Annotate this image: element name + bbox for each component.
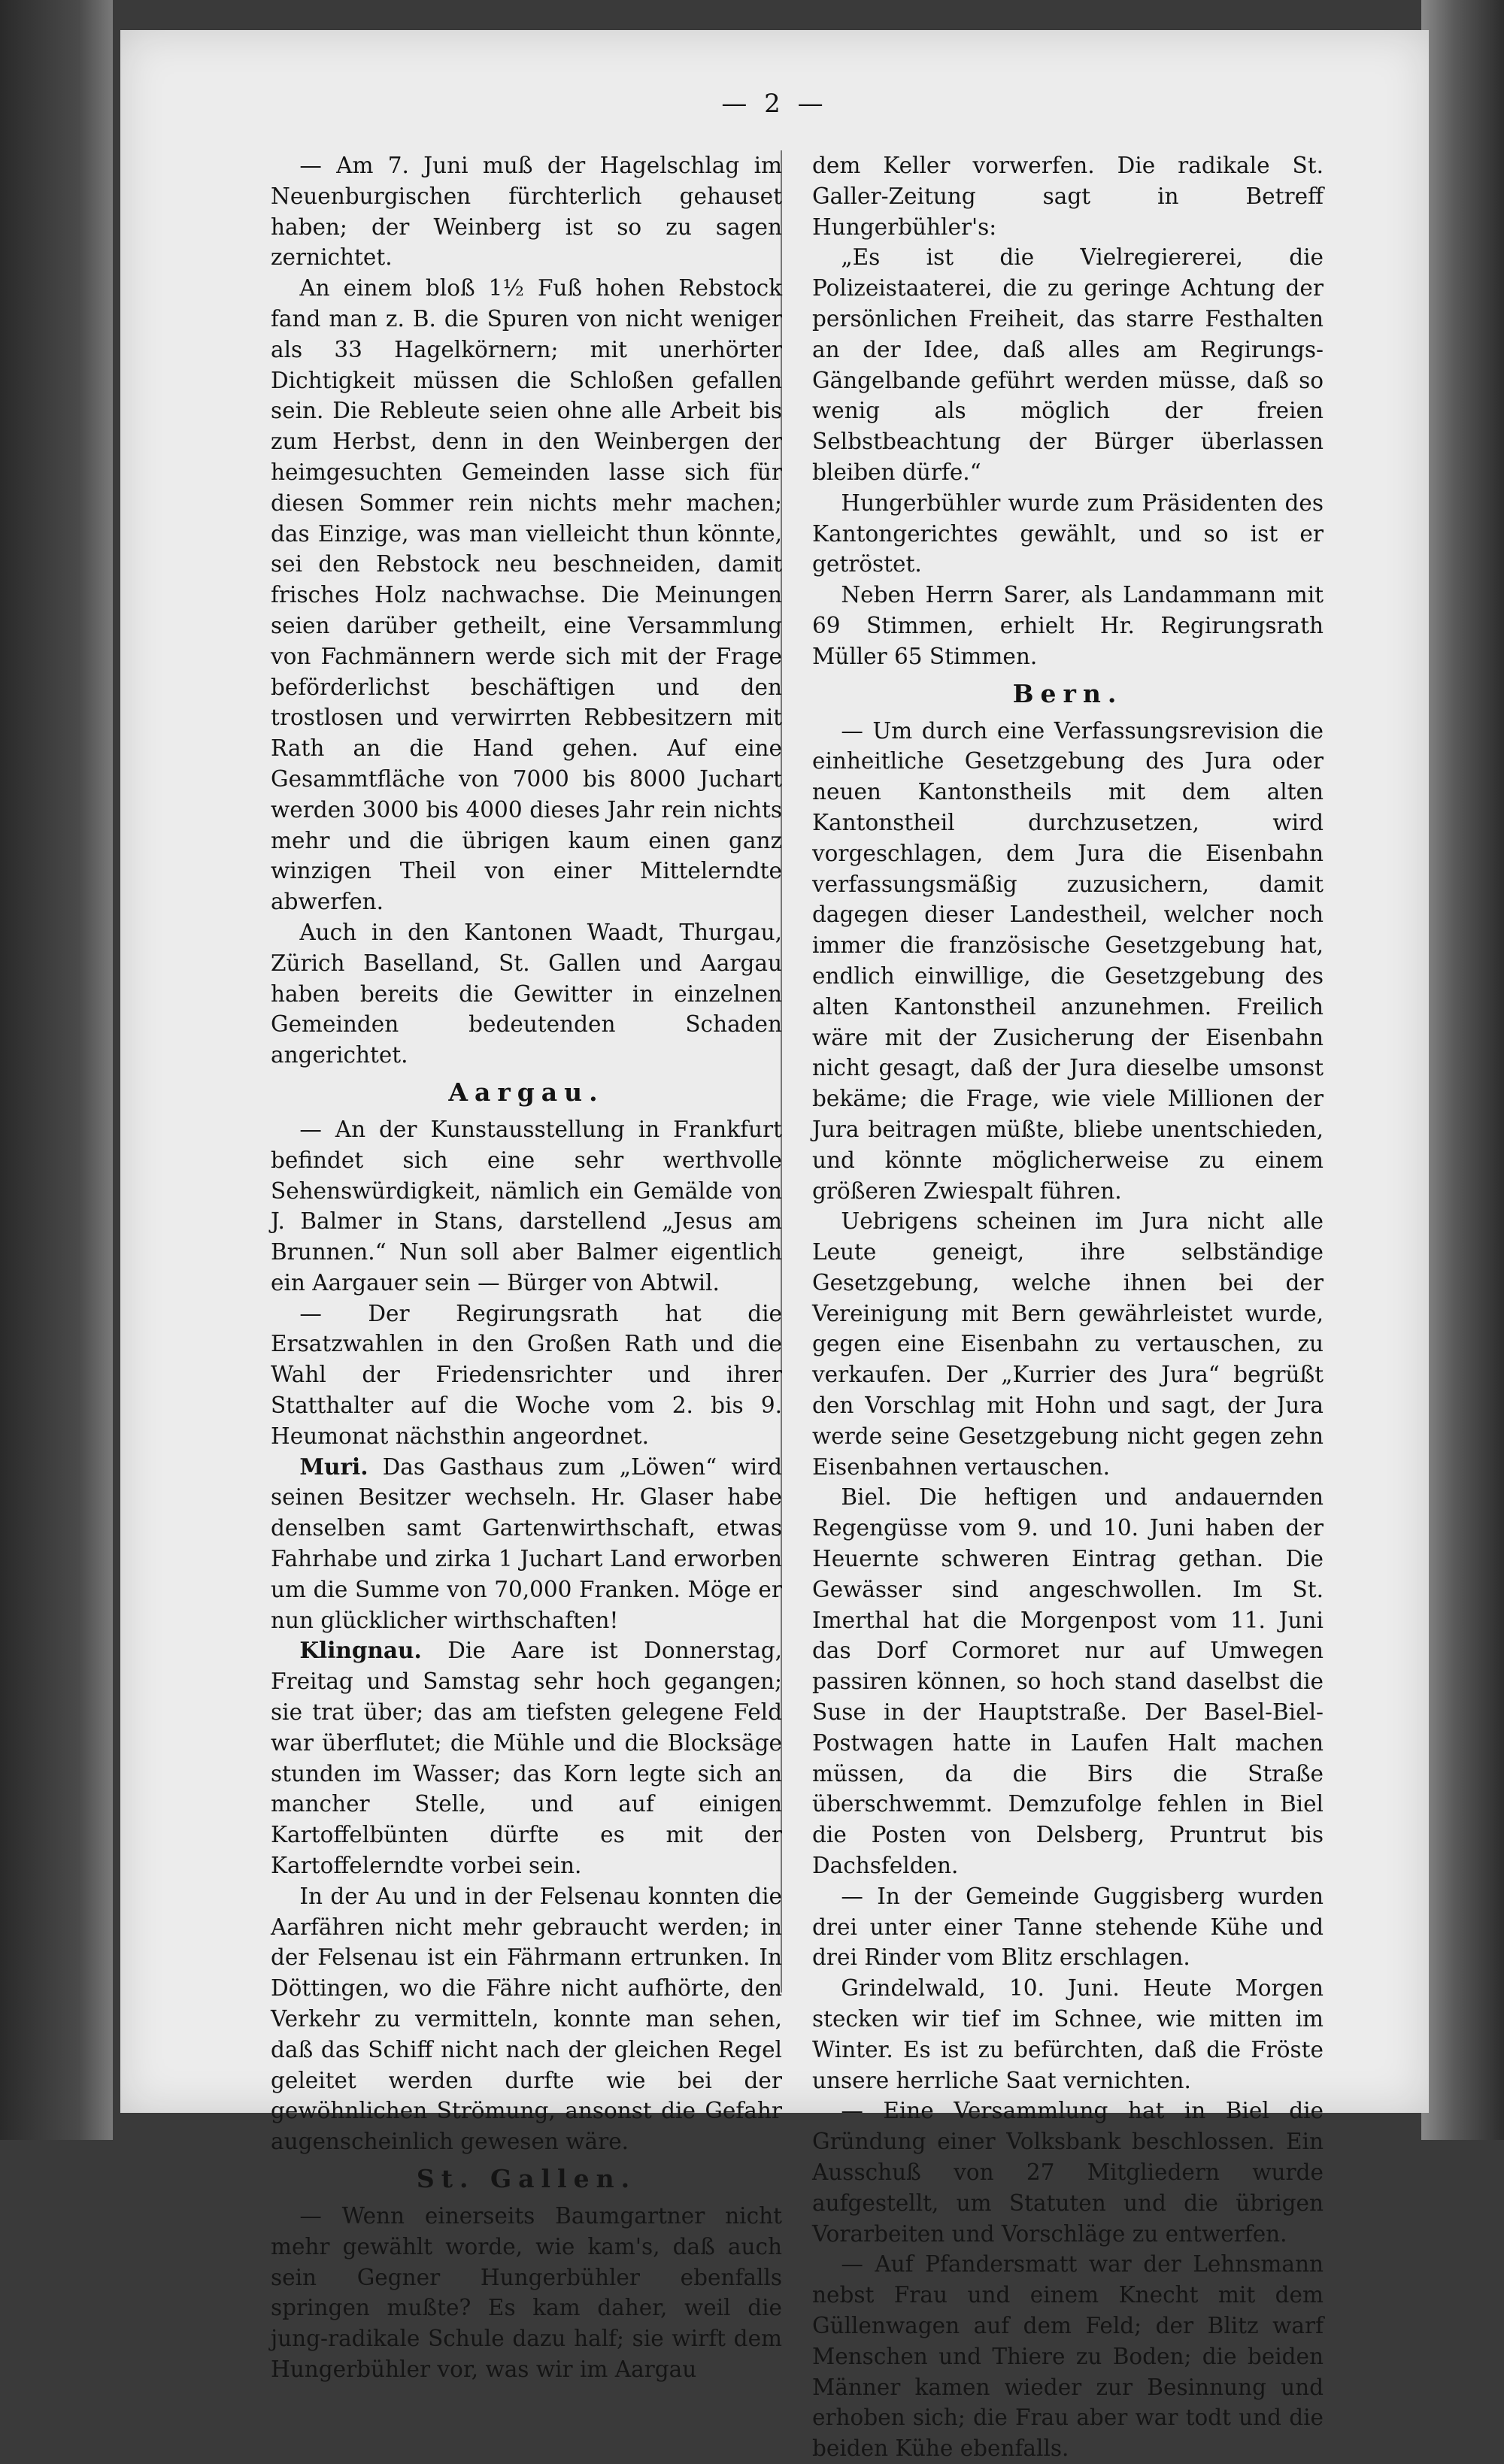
newspaper-page xyxy=(120,30,1429,2462)
section-heading-st-gallen: St. Gallen. xyxy=(416,2164,637,2193)
article-paragraph: Hungerbühler wurde zum Präsidenten des Kantongerichtes gewählt, und so ist er getröstet. xyxy=(812,489,1324,577)
article-paragraph xyxy=(271,1452,782,1636)
article-paragraph: In der Au und in der Felsenau konnten die Aarfähren nicht mehr gebraucht werden; in der Felsenau ist ein Fährmann ertrunken. In Döttingen, wo die Fähre nicht aufhörte, den Verkehr zu vermitteln, konnte man sehen, daß das Schiff nicht nach der gleichen Regel geleitet werden durfte wie bei der gewöhnlichen Strömung, ansonst die Gefahr augenscheinlich gewesen wäre. xyxy=(271,1883,782,2155)
article-paragraph: — In der Gemeinde Guggisberg wurden drei unter einer Tanne stehende Kühe und drei Rinder vom Blitz erschlagen. xyxy=(812,1883,1324,1971)
page-number: — 2 — xyxy=(721,89,828,119)
article-paragraph: Uebrigens scheinen im Jura nicht alle Leute geneigt, ihre selbständige Gesetzgebung, welche ihnen bei der Vereinigung mit Bern gewährleistet wurde, gegen eine Eisenbahn zu vertauschen, zu verkaufen. Der „Kurrier des Jura“ begrüßt den Vorschlag mit Hohn und sagt, der Jura werde seine Gesetzgebung nicht gegen zehn Eisenbahnen vertauschen. xyxy=(812,1208,1324,1480)
paragraph-text: Das Gasthaus zum „Löwen“ wird seinen Besitzer wechseln. Hr. Glaser habe denselben samt Gartenwirthschaft, etwas Fahrhabe und zirka 1 Juchart Land erworben um die Summe von 70,000 Franken. Möge er nun glücklicher wirthschaften! xyxy=(271,1453,782,1633)
article-paragraph: Grindelwald, 10. Juni. Heute Morgen stecken wir tief im Schnee, wie mitten im Winter. Es ist zu befürchten, daß die Fröste unsere herrliche Saat vernichten. xyxy=(812,1975,1324,2093)
article-paragraph: — Eine Versammlung hat in Biel die Gründung einer Volksbank beschlossen. Ein Ausschuß von 27 Mitgliedern wurde aufgestellt, um Statuten und die übrigen Vorarbeiten und Vorschläge zu entwerfen. xyxy=(812,2098,1324,2247)
article-paragraph xyxy=(271,1635,782,1881)
right-column xyxy=(812,150,1324,2464)
article-paragraph: — Der Regirungsrath hat die Ersatzwahlen in den Großen Rath und die Wahl der Friedensrichter und ihrer Statthalter auf die Woche vom 2. bis 9. Heumonat nächsthin angeordnet. xyxy=(271,1300,782,1449)
paragraph-text: Die Aare ist Donnerstag, Freitag und Samstag sehr hoch gegangen; sie trat über; das am tiefsten gelegene Feld war überflutet; die Mühle und die Blocksäge stunden im Wasser; das Korn legte sich an mancher Stelle, und auf einigen Kartoffelbünten dürfte es mit der Kartoffelerndte vorbei sein. xyxy=(271,1638,782,1879)
scan-background-right xyxy=(1421,0,1504,2140)
place-lead: Klingnau. xyxy=(299,1637,422,1664)
article-paragraph: An einem bloß 1½ Fuß hohen Rebstock fand man z. B. die Spuren von nicht weniger als 33 Hagelkörnern; mit unerhörter Dichtigkeit müssen die Schloßen gefallen sein. Die Rebleute seien ohne alle Arbeit bis zum Herbst, denn in den Weinbergen der heimgesuchten Gemeinden lasse sich für diesen Sommer rein nichts mehr machen; das Einzige, was man vielleicht thun könnte, sei den Rebstock neu beschneiden, damit frisches Holz nachwachse. Die Meinungen seien darüber getheilt, eine Versammlung von Fachmännern werde sich mit der Frage beförderlichst beschäftigen und den trostlosen und verwirrten Rebbesitzern mit Rath an die Hand gehen. Auf eine Gesammtfläche von 7000 bis 8000 Juchart werden 3000 bis 4000 dieses Jahr rein nichts mehr und die übrigen kaum einen ganz winzigen Theil von einer Mittelerndte abwerfen. xyxy=(271,275,782,915)
article-paragraph: Neben Herrn Sarer, als Landammann mit 69 Stimmen, erhielt Hr. Regirungsrath Müller 65 Stimmen. xyxy=(812,582,1324,669)
article-paragraph: dem Keller vorwerfen. Die radikale St. Galler-Zeitung sagt in Betreff Hungerbühler's: xyxy=(812,153,1324,240)
left-column xyxy=(271,150,782,2385)
quote-paragraph: „Es ist die Vielregiererei, die Polizeistaaterei, die zu geringe Achtung der persönlichen Freiheit, das starre Festhalten an der Idee, daß alles am Regirungs-Gängelbande geführt werden müsse, daß so wenig als möglich der freien Selbstbeachtung der Bürger überlassen bleiben dürfe.“ xyxy=(812,244,1324,485)
article-paragraph: Biel. Die heftigen und andauernden Regengüsse vom 9. und 10. Juni haben der Heuernte schweren Eintrag gethan. Die Gewässer sind angeschwollen. Im St. Imerthal hat die Morgenpost vom 11. Juni das Dorf Cormoret nur auf Umwegen passiren können, so hoch stand daselbst die Suse in der Hauptstraße. Der Basel-Biel-Postwagen hatte in Laufen Halt machen müssen, da die Birs die Straße überschwemmt. Demzufolge fehlen in Biel die Posten von Delsberg, Pruntrut bis Dachsfelden. xyxy=(812,1484,1324,1879)
article-paragraph: — An der Kunstausstellung in Frankfurt befindet sich eine sehr werthvolle Sehenswürdigkeit, nämlich ein Gemälde von J. Balmer in Stans, darstellend „Jesus am Brunnen.“ Nun soll aber Balmer eigentlich ein Aargauer sein — Bürger von Abtwil. xyxy=(271,1116,782,1296)
scan-background-left xyxy=(0,0,113,2140)
article-paragraph: — Wenn einerseits Baumgartner nicht mehr gewählt worde, wie kam's, daß auch sein Gegner Hungerbühler ebenfalls springen mußte? Es kam daher, weil die jung-radikale Schule dazu half; sie wirft dem Hungerbühler vor, was wir im Aargau xyxy=(271,2203,782,2382)
article-paragraph: Auch in den Kantonen Waadt, Thurgau, Zürich Baselland, St. Gallen und Aargau haben bereits die Gewitter in einzelnen Gemeinden bedeutenden Schaden angerichtet. xyxy=(271,919,782,1068)
place-lead: Muri. xyxy=(299,1453,368,1480)
article-paragraph: — Am 7. Juni muß der Hagelschlag im Neuenburgischen fürchterlich gehauset haben; der Weinberg ist so zu sagen zernichtet. xyxy=(271,153,782,271)
section-heading-aargau: Aargau. xyxy=(448,1077,605,1107)
article-paragraph: — Auf Pfandersmatt war der Lehnsmann nebst Frau und einem Knecht mit dem Güllenwagen auf dem Feld; der Blitz warf Menschen und Thiere zu Boden; die beiden Männer kamen wieder zur Besinnung und erhoben sich; die Frau aber war todt und die beiden Kühe ebenfalls. xyxy=(812,2251,1324,2462)
section-heading-bern: Bern. xyxy=(1012,678,1123,708)
article-paragraph: — Um durch eine Verfassungsrevision die einheitliche Gesetzgebung des Jura oder neuen Kantonstheils mit dem alten Kantonstheil durchzusetzen, wird vorgeschlagen, dem Jura die Eisenbahn verfassungsmäßig zuzusichern, damit dagegen dieser Landestheil, welcher noch immer die französische Gesetzgebung hat, endlich einwillige, die Gesetzgebung des alten Kantonstheil anzunehmen. Freilich wäre mit der Zusicherung der Eisenbahn nicht gesagt, daß der Jura dieselbe umsonst bekäme; die Frage, wie viele Millionen der Jura beitragen müßte, bliebe unentschieden, und könnte möglicherweise zu einem größeren Zwiespalt führen. xyxy=(812,717,1324,1204)
